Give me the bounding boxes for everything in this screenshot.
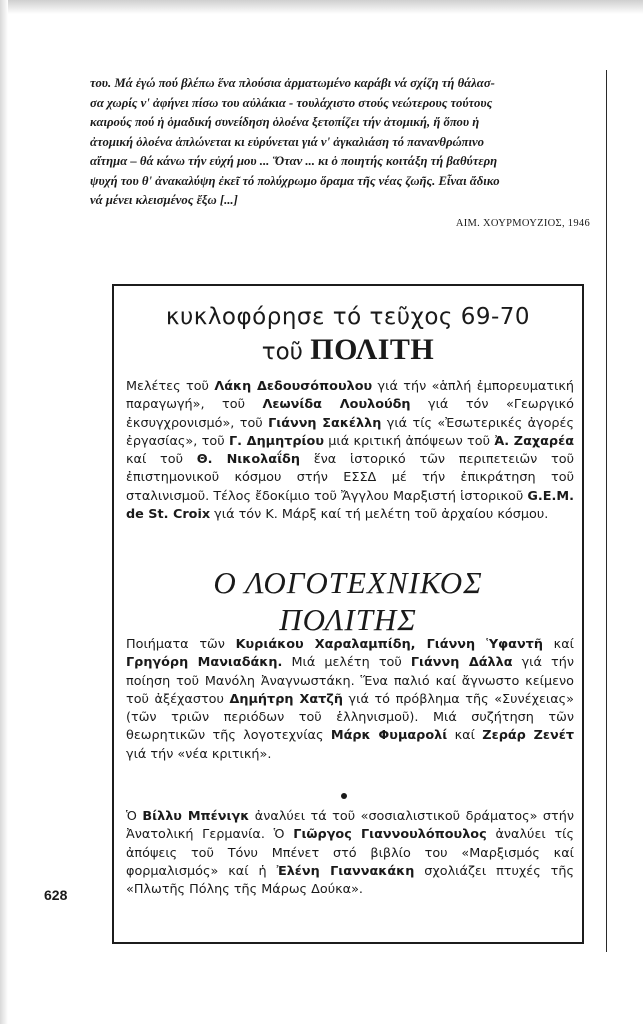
text-run: ἕνα ἱστορικό τῶν περιπετειῶν τοῦ ἐπιστημονικοῦ κόσμου στήν ΕΣΣΔ μέ τήν ἐπικράτηση τοῦ σταλινισμοῦ. Τέλος ἔδοκίμιο τοῦ Ἄγγλου Μαρξιστή ἱστορικοῦ [126, 452, 574, 504]
author-name: Κυριάκου Χαραλαμπίδη, Γιάννη Ὑφαντῆ [235, 637, 543, 652]
text-run: Ὁ [126, 809, 143, 824]
literary-title-line1: Ο ΛΟΓΟΤΕΧΝΙΚΟΣ [213, 565, 483, 600]
text-run: ἀναλύει τά τοῦ «σοσιαλιστικοῦ δράματος» στήν Ἀνατολική Γερμανία. Ὁ [126, 809, 574, 843]
page-number: 628 [44, 887, 68, 903]
text-run: σχολιάζει πτυχές τῆς «Πλωτῆς Πόλης τῆς Μάρως Δούκα». [126, 863, 575, 898]
quote-line: σα χωρίς ν' ἀφήνει πίσω του αὐλάκια - τουλάχιστο στούς νεώτερους τούτους [90, 95, 493, 110]
quote-line: καιρούς πού ἡ ὁμαδική συνείδηση ὁλοένα ξετοπίζει τήν ἀτομική, ἤ ὅπου ἡ [90, 115, 480, 129]
author-name: Γ. Δημητρίου [228, 433, 324, 449]
literary-title-line2: ΠΟΛΙΤΗΣ [279, 602, 417, 637]
text-run: καί [447, 728, 483, 744]
subheadline-prefix: τοῦ [261, 339, 311, 365]
page-edge-shadow-top [0, 0, 643, 14]
bullet-separator [341, 793, 347, 799]
quote-line: ἀτομική ὁλοένα ἁπλώνεται κι εὐρύνεται γιά ν' ἀγκαλιάση τό πανανθρώπινο [90, 134, 484, 149]
text-run: μιά κριτική ἀπόψεων τοῦ [323, 433, 495, 449]
text-run: καί [542, 637, 574, 652]
issue-contents-paragraph [126, 378, 574, 524]
text-run: γιά τόν «Γεωργικό ἐκσυγχρονισμό», τοῦ [126, 397, 574, 431]
text-run: γιά τίς «Ἐσωτερικές ἀγορές ἐργασίας», τοῦ [126, 415, 574, 449]
text-run: γιά τό πρόβλημα τῆς «Συνέχειας» (τῶν τριῶν περιόδων τοῦ ἑλληνισμοῦ). Μιά συζήτηση τῶν θεωρητικῶν τῆς λογοτεχνίας [126, 691, 574, 744]
text-run: καί τοῦ [126, 452, 197, 468]
author-name: Ἀ. Ζαχαρέα [494, 433, 574, 449]
announcement-box [112, 284, 584, 944]
quote-line: αἴτημα – θά κάνω τήν εὐχή μου ... Ὅταν ... κι ὁ ποιητής κοιτάξη τή βαθύτερη [90, 154, 498, 168]
author-name: Δημήτρη Χατζῆ [229, 691, 343, 707]
text-run: Μελέτες τοῦ [126, 379, 215, 394]
author-name: Μάρκ Φυμαρολί [330, 728, 448, 744]
text-run: γιά τήν ποίηση τοῦ Μανόλη Ἀναγνωστάκη. Ἕνα παλιό καί ἄγνωστο κείμενο τοῦ ἀξέχαστου [126, 655, 575, 707]
text-run: γιά τήν «νέα κριτική». [126, 746, 272, 762]
literary-contents-paragraph [126, 636, 574, 764]
right-margin-rule [606, 70, 607, 952]
author-name: Γιάννη Δάλλα [410, 655, 513, 671]
quote-line: του. Μά ἐγώ πού βλέπω ἕνα πλούσια ἀρματωμένο καράβι νά σχίζη τή θάλασ- [90, 76, 495, 90]
reviews-paragraph [126, 808, 574, 899]
announcement-headline: κυκλοφόρησε τό τεῦχος 69-70 [165, 304, 531, 330]
announcement-subheadline [114, 333, 582, 367]
quote-attribution: ΑΙΜ. ΧΟΥΡΜΟΥΖΙΟΣ, 1946 [455, 218, 590, 229]
author-name: Ἐλένη Γιαννακάκη [276, 863, 415, 879]
text-run: Μιά μελέτη τοῦ [282, 655, 411, 671]
author-name: Γιάννη Σακέλλη [268, 415, 382, 431]
quote-line: νά μένει κλεισμένος ἔξω [...] [90, 193, 238, 207]
author-name: Λάκη Δεδουσόπουλου [214, 379, 373, 394]
text-run: Ποιήματα τῶν [126, 637, 236, 652]
author-name: Γρηγόρη Μανιαδάκη. [126, 655, 283, 671]
author-name: Ζεράρ Ζενέτ [482, 728, 574, 744]
quote-line: ψυχή του θ' ἀνακαλύψη ἐκεῖ τό πολύχρωμο ὅραμα τῆς νέας ζωῆς. Εἶναι ἄδικο [90, 173, 500, 188]
page-edge-shadow-left [0, 0, 8, 1024]
text-run: γιά τόν Κ. Μάρξ καί τή μελέτη τοῦ ἀρχαίου κόσμου. [210, 507, 549, 523]
author-name: Γιῶργος Γιαννουλόπουλος [293, 827, 487, 843]
author-name: G.E.M. de St. Croix [126, 488, 574, 523]
author-name: Λεωνίδα Λουλούδη [262, 397, 411, 413]
literary-section-title [114, 564, 582, 638]
text-run: ἀναλύει τίς ἀπόψεις τοῦ Τόνυ Μπένετ στό βιβλίο του «Μαρξισμός καί φορμαλισμός» καί ἡ [126, 827, 574, 879]
journal-name: ΠΟΛΙΤΗ [310, 333, 435, 366]
text-run: γιά τήν «ἁπλή ἐμπορευματική παραγωγή», τοῦ [126, 379, 575, 413]
quote-block [90, 74, 596, 211]
author-name: Βίλλυ Μπένιγκ [142, 809, 250, 824]
author-name: Θ. Νικολαΐδη [196, 452, 300, 468]
